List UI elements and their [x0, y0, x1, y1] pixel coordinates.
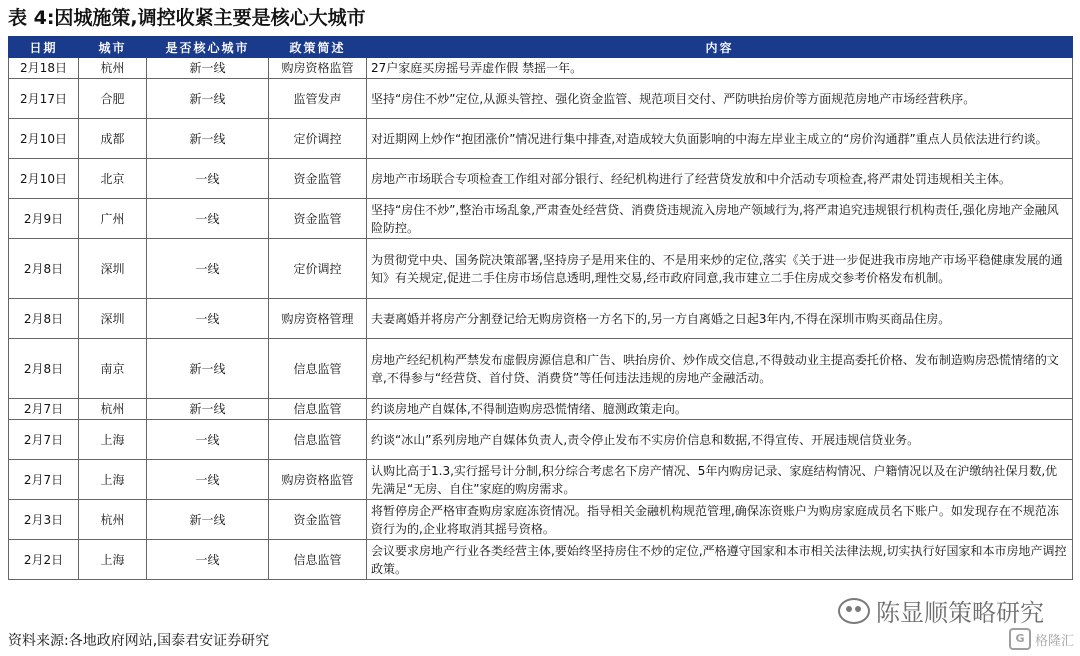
cell-core: 一线: [147, 299, 269, 339]
cell-policy: 定价调控: [269, 239, 367, 299]
header-date: 日期: [9, 37, 79, 58]
table-row: [9, 159, 1073, 199]
site-logo: [1009, 628, 1074, 650]
cell-city: 上海: [79, 420, 147, 460]
watermark-text: 陈显顺策略研究: [876, 599, 1044, 627]
cell-city: 广州: [79, 199, 147, 239]
cell-content: 房地产经纪机构严禁发布虚假房源信息和广告、哄抬房价、炒作成交信息,不得鼓动业主提高委托价格、发布制造购房恐慌情绪的文章,不得参与“经营贷、首付贷、消费贷”等任何违法违规的房地产金融活动。: [367, 339, 1073, 399]
cell-content: 会议要求房地产行业各类经营主体,要始终坚持房住不炒的定位,严格遵守国家和本市相关法律法规,切实执行好国家和本市房地产调控政策。: [367, 540, 1073, 580]
cell-date: 2月2日: [9, 540, 79, 580]
cell-content: 27户家庭买房摇号弄虚作假 禁摇一年。: [367, 58, 1073, 79]
table-row: [9, 119, 1073, 159]
cell-content: 为贯彻党中央、国务院决策部署,坚持房子是用来住的、不是用来炒的定位,落实《关于进一步促进我市房地产市场平稳健康发展的通知》有关规定,促进二手住房市场信息透明,理性交易,经市政府同意,我市建立二手住房成交参考价格发布机制。: [367, 239, 1073, 299]
cell-policy: 监管发声: [269, 79, 367, 119]
table-row: [9, 199, 1073, 239]
cell-core: 新一线: [147, 79, 269, 119]
cell-policy: 资金监管: [269, 159, 367, 199]
cell-date: 2月3日: [9, 500, 79, 540]
cell-policy: 购房资格监管: [269, 460, 367, 500]
cell-date: 2月8日: [9, 339, 79, 399]
header-policy: 政策简述: [269, 37, 367, 58]
table-header-row: [9, 37, 1073, 58]
table-row: [9, 460, 1073, 500]
cell-core: 一线: [147, 420, 269, 460]
cell-content: 约谈“冰山”系列房地产自媒体负责人,责令停止发布不实房价信息和数据,不得宣传、开展违规信贷业务。: [367, 420, 1073, 460]
cell-date: 2月17日: [9, 79, 79, 119]
table-row: [9, 299, 1073, 339]
cell-content: 房地产市场联合专项检查工作组对部分银行、经纪机构进行了经营贷发放和中介活动专项检查,将严肃处罚违规相关主体。: [367, 159, 1073, 199]
cell-policy: 购房资格监管: [269, 58, 367, 79]
cell-date: 2月8日: [9, 299, 79, 339]
cell-city: 成都: [79, 119, 147, 159]
cell-core: 一线: [147, 239, 269, 299]
cell-date: 2月10日: [9, 119, 79, 159]
cell-date: 2月10日: [9, 159, 79, 199]
watermark: [838, 593, 1044, 628]
cell-content: 夫妻离婚并将房产分割登记给无购房资格一方名下的,另一方自离婚之日起3年内,不得在深圳市购买商品住房。: [367, 299, 1073, 339]
cell-content: 认购比高于1.3,实行摇号计分制,积分综合考虑名下房产情况、5年内购房记录、家庭结构情况、户籍情况以及在沪缴纳社保月数,优先满足“无房、自住”家庭的购房需求。: [367, 460, 1073, 500]
table-row: [9, 399, 1073, 420]
cell-city: 杭州: [79, 58, 147, 79]
cell-core: 新一线: [147, 339, 269, 399]
table-row: [9, 500, 1073, 540]
cell-policy: 信息监管: [269, 420, 367, 460]
cell-date: 2月7日: [9, 399, 79, 420]
table-row: [9, 58, 1073, 79]
cell-core: 新一线: [147, 500, 269, 540]
header-core-city: 是否核心城市: [147, 37, 269, 58]
cell-content: 坚持“房住不炒”定位,从源头管控、强化资金监管、规范项目交付、严防哄抬房价等方面规范房地产市场经营秩序。: [367, 79, 1073, 119]
cell-city: 上海: [79, 460, 147, 500]
gelonghui-logo-icon: G: [1009, 628, 1031, 650]
table-row: [9, 339, 1073, 399]
cell-city: 北京: [79, 159, 147, 199]
cell-city: 上海: [79, 540, 147, 580]
cell-policy: 定价调控: [269, 119, 367, 159]
cell-policy: 信息监管: [269, 339, 367, 399]
cell-city: 合肥: [79, 79, 147, 119]
cell-policy: 购房资格管理: [269, 299, 367, 339]
cell-content: 对近期网上炒作“抱团涨价”情况进行集中排查,对造成较大负面影响的中海左岸业主成立的“房价沟通群”重点人员依法进行约谈。: [367, 119, 1073, 159]
cell-date: 2月18日: [9, 58, 79, 79]
header-city: 城市: [79, 37, 147, 58]
cell-content: 约谈房地产自媒体,不得制造购房恐慌情绪、臆测政策走向。: [367, 399, 1073, 420]
source-note: 资料来源:各地政府网站,国泰君安证券研究: [8, 633, 270, 649]
cell-core: 一线: [147, 460, 269, 500]
wechat-icon: [838, 598, 870, 624]
cell-core: 一线: [147, 159, 269, 199]
table-row: [9, 420, 1073, 460]
cell-policy: 资金监管: [269, 500, 367, 540]
cell-core: 新一线: [147, 58, 269, 79]
page-title: 表 4:因城施策,调控收紧主要是核心大城市: [8, 7, 366, 29]
site-logo-text: 格隆汇: [1034, 633, 1074, 649]
cell-policy: 信息监管: [269, 399, 367, 420]
policy-table-wrapper: [8, 36, 1072, 580]
table-row: [9, 239, 1073, 299]
cell-core: 新一线: [147, 399, 269, 420]
cell-core: 新一线: [147, 119, 269, 159]
table-row: [9, 79, 1073, 119]
policy-table: [8, 36, 1073, 580]
header-content: 内容: [367, 37, 1073, 58]
cell-city: 深圳: [79, 299, 147, 339]
cell-content: 将暂停房企严格审查购房家庭冻资情况。指导相关金融机构规范管理,确保冻资账户为购房家庭成员名下账户。如发现存在不规范冻资行为的,企业将取消其摇号资格。: [367, 500, 1073, 540]
cell-policy: 资金监管: [269, 199, 367, 239]
cell-date: 2月7日: [9, 460, 79, 500]
cell-city: 杭州: [79, 399, 147, 420]
cell-city: 杭州: [79, 500, 147, 540]
cell-core: 一线: [147, 199, 269, 239]
cell-date: 2月7日: [9, 420, 79, 460]
cell-city: 南京: [79, 339, 147, 399]
cell-core: 一线: [147, 540, 269, 580]
cell-city: 深圳: [79, 239, 147, 299]
cell-content: 坚持“房住不炒”,整治市场乱象,严肃查处经营贷、消费贷违规流入房地产领域行为,将严肃追究违规银行机构责任,强化房地产金融风险防控。: [367, 199, 1073, 239]
cell-date: 2月9日: [9, 199, 79, 239]
cell-policy: 信息监管: [269, 540, 367, 580]
cell-date: 2月8日: [9, 239, 79, 299]
table-row: [9, 540, 1073, 580]
